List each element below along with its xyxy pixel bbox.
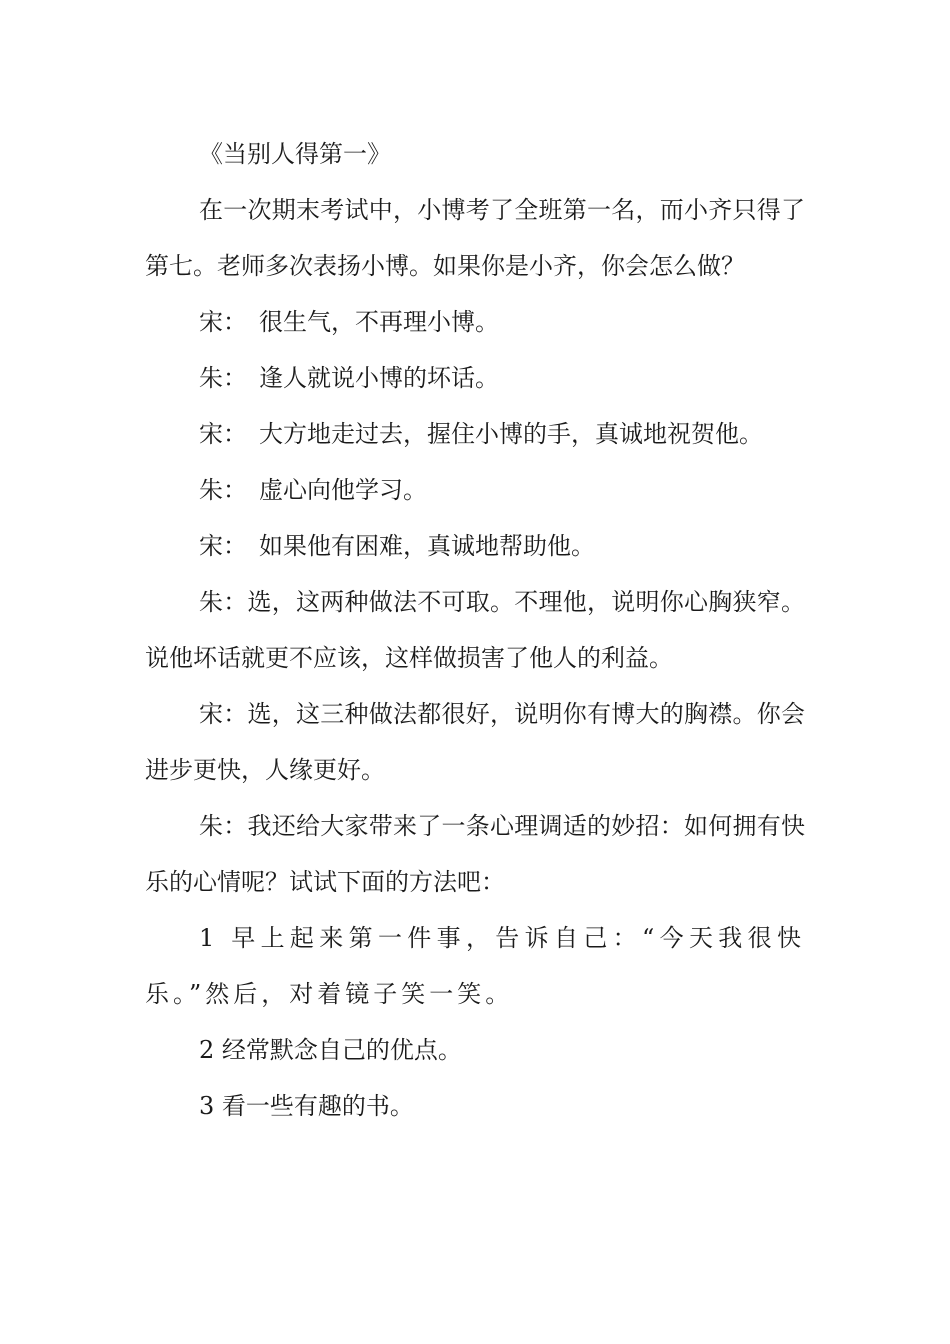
- speaker-label: 宋：: [199, 308, 247, 336]
- tip-intro-paragraph: 朱：我还给大家带来了一条心理调适的妙招：如何拥有快乐的心情呢？试试下面的方法吧：: [145, 812, 805, 896]
- option-line: [145, 350, 805, 406]
- speaker-label: 宋：: [199, 532, 247, 560]
- document-body: [145, 126, 805, 1134]
- tip-item: 1 早上起来第一件事，告诉自己：“今天我很快乐。”然后，对着镜子笑一笑。: [145, 924, 805, 1008]
- option-line: [145, 406, 805, 462]
- intro-paragraph: 在一次期末考试中，小博考了全班第一名，而小齐只得了第七。老师多次表扬小博。如果你是小齐，你会怎么做？: [145, 196, 805, 280]
- tip-item: 2 经常默念自己的优点。: [199, 1036, 462, 1064]
- document-title: 《当别人得第一》: [199, 140, 391, 168]
- speaker-label: 宋：: [199, 420, 247, 448]
- option-text: 大方地走过去，握住小博的手，真诚地祝贺他。: [259, 420, 763, 448]
- tip-item: 3 看一些有趣的书。: [199, 1092, 414, 1120]
- option-text: 虚心向他学习。: [259, 476, 427, 504]
- comment-zhu-paragraph: 朱：选，这两种做法不可取。不理他，说明你心胸狭窄。说他坏话就更不应该，这样做损害了他人的利益。: [145, 588, 805, 672]
- option-text: 如果他有困难，真诚地帮助他。: [259, 532, 595, 560]
- option-text: 很生气，不再理小博。: [259, 308, 499, 336]
- speaker-label: 朱：: [199, 364, 247, 392]
- speaker-label: 朱：: [199, 476, 247, 504]
- option-line: [145, 518, 805, 574]
- comment-song-paragraph: 宋：选，这三种做法都很好，说明你有博大的胸襟。你会进步更快，人缘更好。: [145, 700, 805, 784]
- option-line: [145, 294, 805, 350]
- option-line: [145, 462, 805, 518]
- option-text: 逢人就说小博的坏话。: [259, 364, 499, 392]
